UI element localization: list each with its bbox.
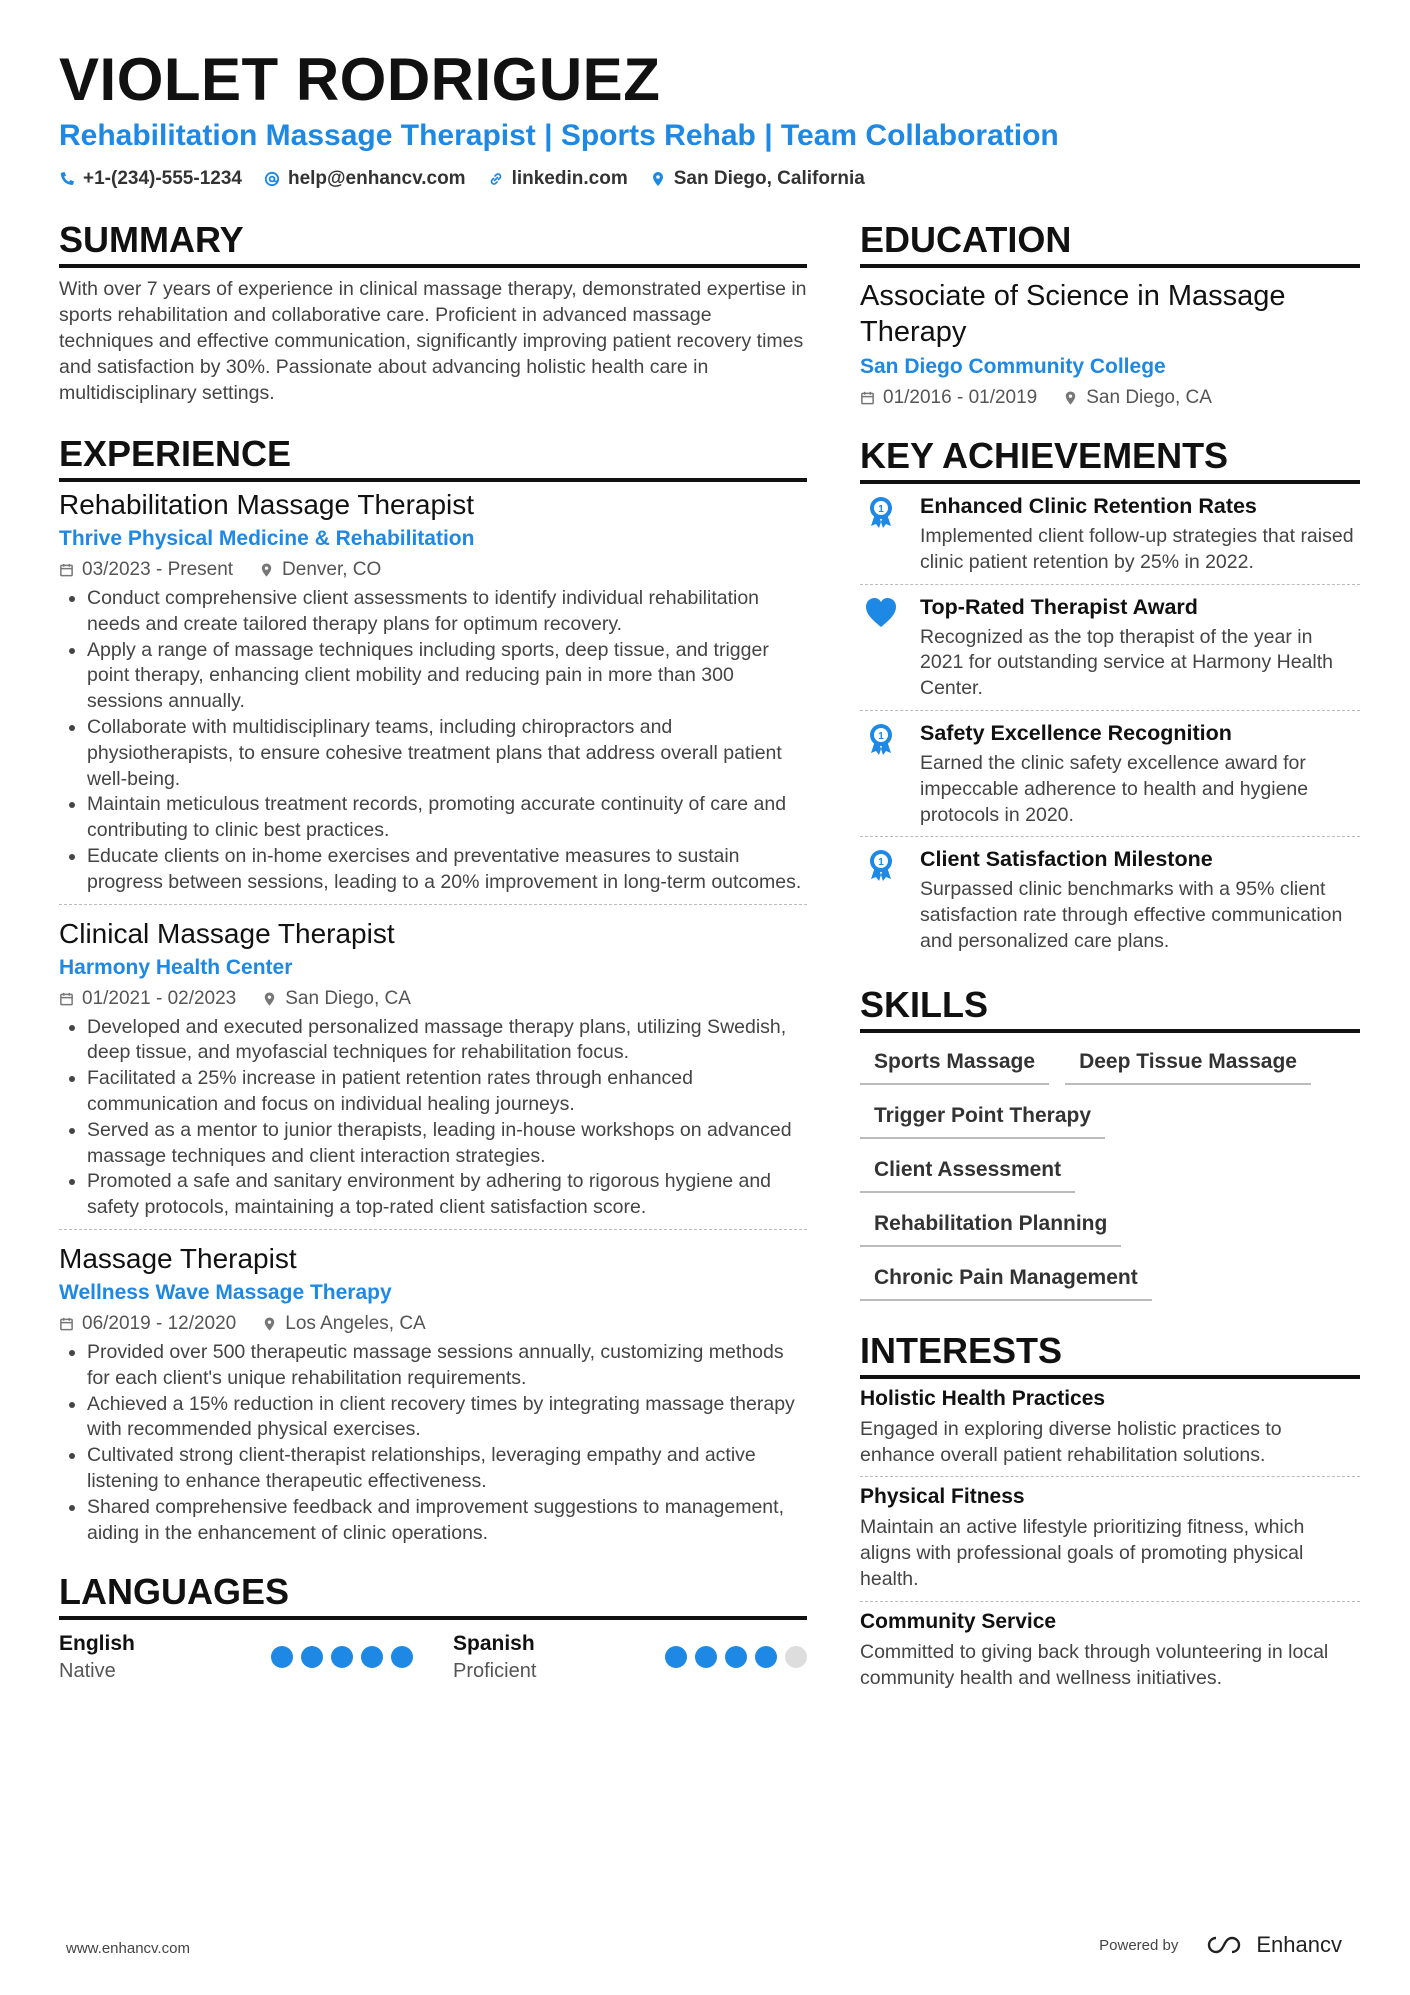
contact-email-text: help@enhancv.com — [287, 168, 466, 189]
language-name: Spanish — [453, 1632, 535, 1656]
interest-item — [860, 1602, 1360, 1700]
calendar-icon — [59, 991, 74, 1007]
skills-section — [860, 983, 1360, 1301]
achievement-title: Top-Rated Therapist Award — [920, 594, 1198, 619]
achievement-desc: Earned the clinic safety excellence award for impeccable adherence to health and hygiene protocols in 2020. — [920, 751, 1309, 826]
languages-heading: LANGUAGES — [59, 1570, 807, 1620]
contact-email[interactable] — [264, 168, 466, 190]
job-company: Harmony Health Center — [59, 955, 293, 979]
language-item — [59, 1630, 413, 1684]
job-bullet: • Maintain meticulous treatment records, promoting accurate continuity of care and contributing to clinic best practices. — [87, 792, 807, 844]
education-section — [860, 218, 1360, 412]
job-bullet: • Achieved a 15% reduction in client recovery times by integrating massage therapy with recommended physical exercises. — [87, 1392, 807, 1444]
interests-heading: INTERESTS — [860, 1329, 1360, 1379]
languages-section — [59, 1570, 807, 1684]
language-rating — [271, 1646, 413, 1684]
footer-branding — [1099, 1932, 1342, 1958]
contact-phone-text: +1-(234)-555-1234 — [83, 168, 242, 189]
award-ribbon-icon — [864, 494, 898, 530]
achievement-title: Enhanced Clinic Retention Rates — [920, 494, 1257, 518]
job-meta — [59, 556, 807, 584]
contact-bar — [59, 168, 865, 190]
powered-by-label: Powered by — [1099, 1936, 1179, 1954]
education-meta — [860, 384, 1360, 412]
rating-dot-filled — [331, 1646, 353, 1668]
job-bullet: • Facilitated a 25% increase in patient retention rates through enhanced communication and focus on individual healing journeys. — [87, 1066, 807, 1118]
job-bullet: • Promoted a safe and sanitary environment by adhering to rigorous hygiene and safety protocols, maintaining a top-rated client satisfaction score. — [87, 1169, 807, 1221]
job-dates: 01/2021 - 02/2023 — [82, 987, 237, 1009]
achievement-desc: Surpassed clinic benchmarks with a 95% client satisfaction rate through effective communication and personalized care plans. — [920, 878, 1343, 952]
job-bullet: • Provided over 500 therapeutic massage sessions annually, customizing methods for each client's unique rehabilitation requirements. — [87, 1340, 807, 1392]
job-location: San Diego, CA — [285, 987, 411, 1009]
phone-icon — [59, 171, 75, 187]
language-rating — [665, 1646, 807, 1684]
language-level: Native — [59, 1660, 116, 1683]
skills-heading: SKILLS — [860, 983, 1360, 1033]
job-title: Massage Therapist — [59, 1242, 297, 1274]
interest-item — [860, 1477, 1360, 1601]
contact-phone[interactable] — [59, 168, 242, 190]
education-degree: Associate of Science in Massage Therapy — [860, 280, 1286, 348]
job-dates: 03/2023 - Present — [82, 559, 234, 580]
job-meta — [59, 1310, 807, 1338]
interest-desc: Committed to giving back through volunteering in local community health and wellness initiatives. — [860, 1640, 1329, 1689]
calendar-icon — [59, 562, 74, 578]
job-entry — [59, 1229, 807, 1546]
achievement-item — [860, 711, 1360, 837]
experience-section — [59, 432, 807, 1546]
rating-dot-filled — [361, 1646, 383, 1668]
right-column — [860, 218, 1360, 1699]
contact-linkedin[interactable] — [488, 168, 628, 190]
award-ribbon-icon — [864, 721, 898, 757]
location-icon — [1063, 390, 1078, 406]
job-bullet: • Conduct comprehensive client assessments to identify individual rehabilitation needs and create tailored therapy plans for optimum recovery. — [87, 586, 807, 638]
rating-dot-filled — [301, 1646, 323, 1668]
language-name: English — [59, 1632, 135, 1656]
summary-text: With over 7 years of experience in clinical massage therapy, demonstrated expertise in sports rehabilitation and collaborative care. Proficient in advanced massage techniques and effective communication, significantly improving patient recovery times and satisfaction by 30%. Passionate about advancing holistic health care in multidisciplinary settings. — [59, 278, 807, 404]
interests-section — [860, 1329, 1360, 1700]
achievements-section — [860, 434, 1360, 963]
calendar-icon — [860, 390, 875, 406]
achievement-title: Client Satisfaction Milestone — [920, 847, 1213, 872]
job-company: Wellness Wave Massage Therapy — [59, 1280, 392, 1304]
skill-tag: Trigger Point Therapy — [860, 1097, 1105, 1139]
contact-location-text: San Diego, California — [673, 168, 865, 189]
summary-heading: SUMMARY — [59, 218, 807, 268]
achievement-desc: Implemented client follow-up strategies that raised clinic patient retention by 25% in 2022. — [920, 525, 1354, 573]
job-bullet: • Served as a mentor to junior therapists, leading in-house workshops on advanced massage techniques and client interaction strategies. — [87, 1118, 807, 1170]
interest-title: Holistic Health Practices — [860, 1386, 1106, 1410]
education-heading: EDUCATION — [860, 218, 1360, 268]
award-ribbon-icon — [864, 847, 898, 883]
achievement-item — [860, 837, 1360, 962]
location-icon — [262, 1316, 277, 1332]
location-icon — [262, 991, 277, 1007]
skill-tag: Client Assessment — [860, 1151, 1075, 1193]
rating-dot-filled — [755, 1646, 777, 1668]
brand-name: Enhancv — [1256, 1932, 1342, 1957]
job-title: Rehabilitation Massage Therapist — [59, 489, 475, 520]
rating-dot-filled — [665, 1646, 687, 1668]
candidate-headline: Rehabilitation Massage Therapist | Sports Rehab | Team Collaboration — [59, 119, 1059, 152]
rating-dot-filled — [695, 1646, 717, 1668]
skill-tag: Deep Tissue Massage — [1065, 1043, 1311, 1085]
job-bullet: • Developed and executed personalized massage therapy plans, utilizing Swedish, deep tissue, and myofascial techniques for rehabilitation focus. — [87, 1015, 807, 1067]
job-company: Thrive Physical Medicine & Rehabilitation — [59, 527, 475, 550]
job-meta — [59, 985, 807, 1013]
svg-text:1: 1 — [878, 730, 884, 742]
job-bullet: • Collaborate with multidisciplinary teams, including chiropractors and physiotherapists, to ensure cohesive treatment plans that address overall patient well-being. — [87, 715, 807, 792]
achievement-item — [860, 585, 1360, 711]
at-icon — [264, 171, 280, 187]
brand-logo[interactable] — [1202, 1932, 1342, 1958]
job-dates: 06/2019 - 12/2020 — [82, 1312, 237, 1334]
calendar-icon — [59, 1316, 74, 1332]
location-icon — [259, 562, 274, 578]
job-location: Denver, CO — [282, 559, 382, 580]
interest-title: Physical Fitness — [860, 1485, 1025, 1509]
skill-tag: Rehabilitation Planning — [860, 1205, 1121, 1247]
language-item — [453, 1630, 807, 1684]
interest-desc: Maintain an active lifestyle prioritizing fitness, which aligns with professional goals of promoting physical health. — [860, 1516, 1305, 1590]
footer-website[interactable]: www.enhancv.com — [66, 1940, 190, 1957]
interest-item — [860, 1379, 1360, 1478]
skill-tag: Sports Massage — [860, 1043, 1049, 1085]
contact-linkedin-text: linkedin.com — [511, 168, 628, 189]
svg-text:1: 1 — [878, 857, 884, 869]
svg-text:1: 1 — [878, 504, 884, 515]
job-bullets — [59, 1015, 807, 1221]
education-location: San Diego, CA — [1086, 387, 1212, 408]
job-location: Los Angeles, CA — [285, 1312, 426, 1334]
rating-dot-filled — [725, 1646, 747, 1668]
job-title: Clinical Massage Therapist — [59, 917, 395, 949]
language-level: Proficient — [453, 1660, 537, 1683]
location-icon — [650, 171, 666, 187]
job-bullets — [59, 586, 807, 896]
experience-heading: EXPERIENCE — [59, 432, 807, 482]
achievement-title: Safety Excellence Recognition — [920, 720, 1232, 745]
rating-dot-filled — [271, 1646, 293, 1668]
education-dates: 01/2016 - 01/2019 — [883, 387, 1038, 408]
education-school: San Diego Community College — [860, 355, 1166, 378]
link-icon — [488, 171, 504, 187]
job-bullet: • Cultivated strong client-therapist relationships, leveraging empathy and active listening to enhance therapeutic effectiveness. — [87, 1443, 807, 1495]
achievement-item — [860, 484, 1360, 585]
left-column — [59, 218, 807, 1684]
skill-tag: Chronic Pain Management — [860, 1259, 1152, 1301]
skills-list — [860, 1043, 1360, 1301]
job-bullet: • Educate clients on in-home exercises and preventative measures to sustain progress between sessions, leading to a 20% improvement in long-term outcomes. — [87, 844, 807, 896]
job-entry — [59, 904, 807, 1221]
contact-location — [650, 168, 865, 190]
heart-icon — [864, 595, 898, 631]
achievement-desc: Recognized as the top therapist of the year in 2021 for outstanding service at Harmony Health Center. — [920, 625, 1333, 700]
job-bullets — [59, 1340, 807, 1546]
job-bullet: • Shared comprehensive feedback and improvement suggestions to management, aiding in the enhancement of clinic operations. — [87, 1495, 807, 1547]
job-bullet: • Apply a range of massage techniques including sports, deep tissue, and trigger point therapy, enhancing client mobility and reducing pain in more than 300 sessions annually. — [87, 638, 807, 715]
candidate-name: VIOLET RODRIGUEZ — [59, 46, 661, 113]
interest-desc: Engaged in exploring diverse holistic practices to enhance overall patient rehabilitation solutions. — [860, 1417, 1282, 1466]
summary-section — [59, 218, 807, 406]
interest-title: Community Service — [860, 1609, 1057, 1633]
enhancv-logo-icon — [1202, 1934, 1246, 1956]
rating-dot-empty — [785, 1646, 807, 1668]
job-entry — [59, 482, 807, 896]
rating-dot-filled — [391, 1646, 413, 1668]
achievements-heading: KEY ACHIEVEMENTS — [860, 434, 1360, 484]
